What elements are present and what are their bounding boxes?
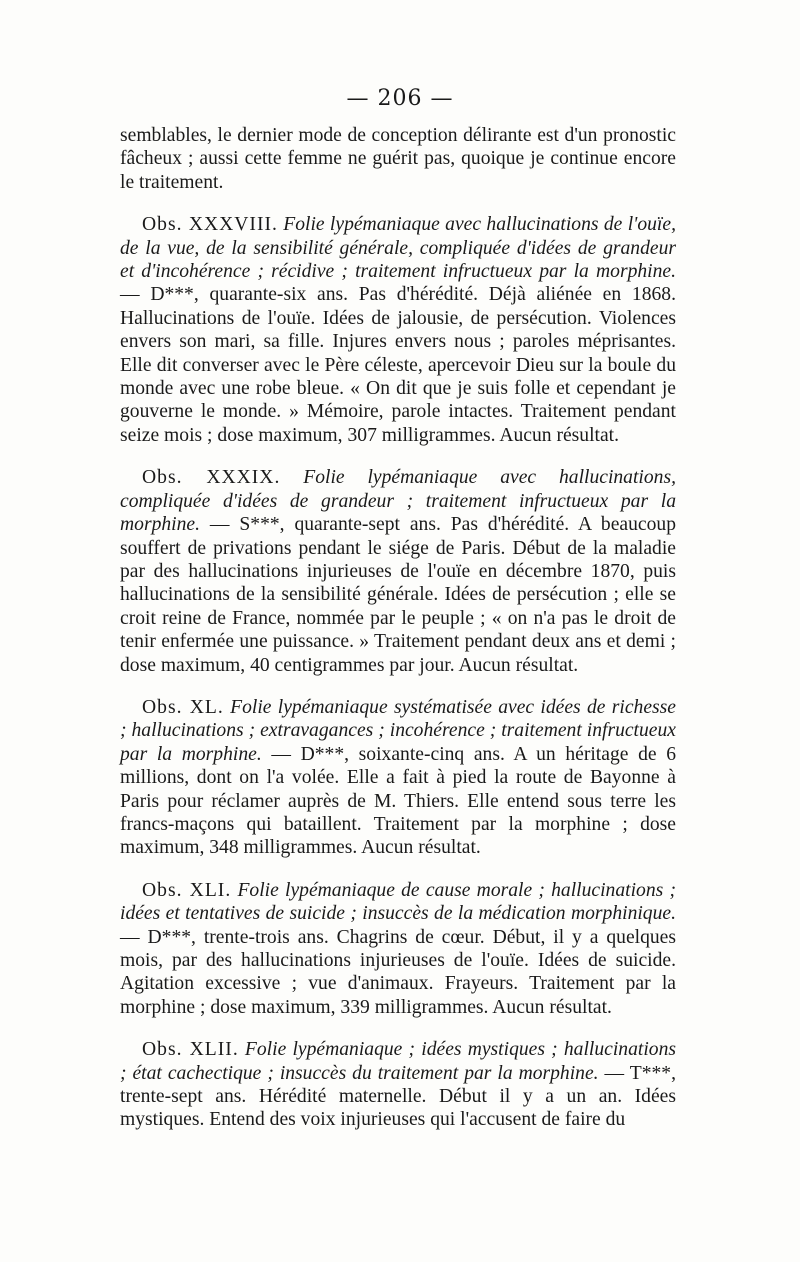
observation-41 (120, 879, 676, 1019)
obs-body: — D***, quarante-six ans. Pas d'hérédité. Déjà aliénée en 1868. Hallucinations de l'ouïe. Idées de jalousie, de persécution. Violences envers son mari, sa fille. Injures envers nous ; paroles méprisantes. Elle dit converser avec le Père céleste, apercevoir Dieu sur la boule du monde avec une robe bleue. « On dit que je suis folle et cependant je gouverne le monde. » Mémoire, parole intactes. Traitement pendant seize mois ; dose maximum, 307 milligrammes. Aucun résultat. (120, 284, 676, 446)
obs-body: — D***, trente-trois ans. Chagrins de cœur. Début, il y a quelques mois, par des hallucinations injurieuses de l'ouïe. Idées de suicide. Agitation excessive ; vue d'animaux. Frayeurs. Traitement par la morphine ; dose maximum, 339 milligrammes. Aucun résultat. (120, 926, 676, 1018)
observation-39 (120, 466, 676, 677)
obs-title: Folie lypémaniaque avec hallucinations, compliquée d'idées de grandeur ; traitement infructueux par la morphine. (120, 467, 676, 536)
obs-label: Obs. XXXVIII. (142, 214, 278, 236)
obs-title: Folie lypémaniaque ; idées mystiques ; hallucinations ; état cachectique ; insuccès du traitement par la morphine. (120, 1039, 676, 1084)
obs-label: Obs. XLI. (142, 879, 232, 901)
obs-label: Obs. XLII. (142, 1039, 239, 1061)
obs-label: Obs. XL. (142, 696, 224, 718)
obs-body: — S***, quarante-sept ans. Pas d'hérédité. A beaucoup souffert de privations pendant le siége de Paris. Début de la maladie par des hallucinations injurieuses de l'ouïe en décembre 1870, puis hallucinations de la sensibilité générale. Idées de persécution ; elle se croit reine de France, nommée par le peuple ; « on n'a pas le droit de tenir enfermée une puissance. » Traitement pendant deux ans et demi ; dose maximum, 40 centigrammes par jour. Aucun résultat. (120, 514, 676, 676)
obs-title: Folie lypémaniaque systématisée avec idées de richesse ; hallucinations ; extravagances ; incohérence ; traitement infructueux par la morphine. (120, 696, 676, 765)
observation-38 (120, 213, 676, 447)
observation-40 (120, 696, 676, 860)
observation-42 (120, 1038, 676, 1132)
continuation-paragraph: semblables, le dernier mode de conception délirante est d'un pronostic fâcheux ; aussi cette femme ne guérit pas, quoique je continue encore le traitement. (120, 125, 676, 193)
obs-label: Obs. XXXIX. (142, 467, 281, 489)
obs-title: Folie lypémaniaque avec hallucinations de l'ouïe, de la vue, de la sensibilité générale, compliquée d'idées de grandeur et d'incohérence ; récidive ; traitement infructueux par la morphine. (120, 214, 676, 283)
text-block (120, 124, 676, 1151)
obs-title: Folie lypémaniaque de cause morale ; hallucinations ; idées et tentatives de suicide ; insuccès de la médication morphinique. (120, 879, 676, 925)
page-number: — 206 — (346, 86, 454, 111)
obs-body: — D***, soixante-cinq ans. A un héritage de 6 millions, dont on l'a volée. Elle a fait à pied la route de Bayonne à Paris pour réclamer auprès de M. Thiers. Elle entend sous terre les francs-maçons qui bataillent. Traitement par la morphine ; dose maximum, 348 milligrammes. Aucun résultat. (120, 743, 676, 859)
obs-body: — T***, trente-sept ans. Hérédité maternelle. Début il y a un an. Idées mystiques. Entend des voix injurieuses qui l'accusent de faire du (120, 1062, 677, 1131)
